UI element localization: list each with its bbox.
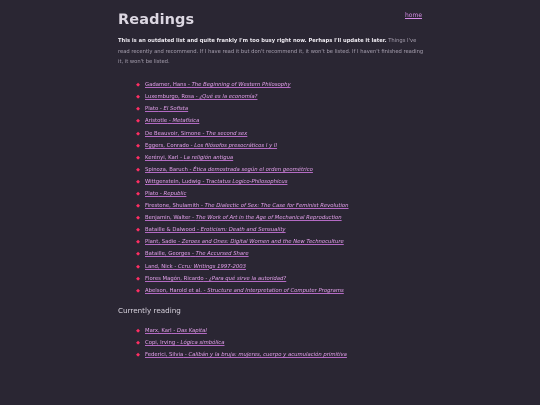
list-item <box>136 349 540 361</box>
book-title: Structure and Interpretation of Computer Programs <box>207 287 344 294</box>
bullet-icon: ◆ <box>136 118 140 125</box>
bullet-icon: ◆ <box>136 215 140 222</box>
list-item <box>136 337 540 349</box>
list-item <box>136 200 540 212</box>
book-link[interactable] <box>145 106 188 112</box>
book-title: The Work of Art in the Age of Mechanical Reproduction <box>195 215 342 222</box>
book-link[interactable] <box>145 328 207 334</box>
book-author: Plant, Sadie <box>145 239 177 246</box>
author-title-separator: - <box>190 251 196 258</box>
book-author: Bataille & Dalwood <box>145 227 196 234</box>
book-author: Plato <box>145 106 159 113</box>
book-title: Metafísica <box>172 118 200 125</box>
intro-bold-text: This is an outdated list and quite frankly I'm too busy right now. Perhaps I'll update it later. <box>118 38 387 44</box>
author-title-separator: - <box>175 339 181 346</box>
author-title-separator: - <box>176 239 182 246</box>
author-title-separator: - <box>194 94 200 101</box>
bullet-icon: ◆ <box>136 251 140 258</box>
bullet-icon: ◆ <box>136 275 140 282</box>
bullet-icon: ◆ <box>136 227 140 234</box>
author-title-separator: - <box>200 130 207 137</box>
bullet-icon: ◆ <box>136 130 140 137</box>
author-title-separator: - <box>188 142 195 149</box>
book-link[interactable] <box>145 143 277 149</box>
bullet-icon: ◆ <box>136 263 140 270</box>
author-title-separator: - <box>190 215 196 222</box>
list-item <box>136 115 540 127</box>
bullet-icon: ◆ <box>136 82 140 89</box>
book-title: Zeroes and Ones: Digital Women and the New Technoculture <box>181 239 344 246</box>
book-author: Copi, Irving <box>145 339 176 346</box>
book-title: The Dialectic of Sex: The Case for Feminist Revolution <box>204 203 349 210</box>
book-author: Kerényi, Karl <box>145 154 179 161</box>
book-title: The Beginning of Western Philosophy <box>191 82 291 89</box>
author-title-separator: - <box>186 82 192 89</box>
bullet-icon: ◆ <box>136 191 140 197</box>
list-item <box>136 103 540 115</box>
list-item <box>136 212 540 224</box>
bullet-icon: ◆ <box>136 339 140 346</box>
book-author: Firestone, Shulamith <box>145 203 200 210</box>
book-author: Spinoza, Baruch <box>145 166 188 173</box>
book-author: Benjamin, Walter <box>145 215 191 222</box>
book-author: Federici, Silvia <box>145 352 184 359</box>
bullet-icon: ◆ <box>136 352 140 359</box>
list-item <box>136 261 540 273</box>
list-item <box>136 248 540 260</box>
bullet-icon: ◆ <box>136 239 140 246</box>
book-link[interactable] <box>145 239 344 245</box>
author-title-separator: - <box>201 287 208 294</box>
book-title: The Accursed Share <box>195 251 249 258</box>
author-title-separator: - <box>178 154 184 161</box>
book-link[interactable] <box>145 340 224 346</box>
list-item <box>136 285 540 297</box>
bullet-icon: ◆ <box>136 154 140 161</box>
book-author: Eggers, Conrado <box>145 142 189 149</box>
author-title-separator: - <box>158 106 164 113</box>
bullet-icon: ◆ <box>136 203 140 210</box>
list-item <box>136 140 540 152</box>
book-link[interactable] <box>145 131 247 137</box>
book-title: Calibán y la bruja: mujeres, cuerpo y acumulación primitiva <box>188 352 347 359</box>
book-link[interactable] <box>145 118 199 124</box>
book-title: El Sofista <box>163 106 189 113</box>
book-author: Plato <box>145 191 159 197</box>
list-item <box>136 325 540 337</box>
intro-text: Things I've read recently and recommend. If I have read it but don't recommend it, it won't be listed. If I haven't finished reading it, it won't be listed. <box>118 38 424 66</box>
book-link[interactable] <box>145 179 287 185</box>
bullet-icon: ◆ <box>136 142 140 149</box>
book-link[interactable] <box>145 251 249 257</box>
bullet-icon: ◆ <box>136 287 140 294</box>
book-author: Land, Nick <box>145 263 173 270</box>
book-link[interactable] <box>145 94 257 100</box>
readings-list <box>118 79 540 297</box>
book-author: Flores Magón, Ricardo <box>145 275 204 282</box>
book-title: ¿Qué es la economía? <box>199 94 258 101</box>
book-author: Gadamer, Hans <box>145 82 187 89</box>
book-title: Eroticism: Death and Sensuality <box>200 227 286 234</box>
intro-paragraph <box>118 36 424 68</box>
list-item <box>136 176 540 188</box>
book-author: Marx, Karl <box>145 327 172 334</box>
book-link[interactable] <box>145 288 344 294</box>
book-link[interactable] <box>145 227 286 233</box>
currently-reading-list <box>118 325 540 361</box>
bullet-icon: ◆ <box>136 327 140 334</box>
book-title: La religión antigua <box>183 154 234 161</box>
author-title-separator: - <box>199 203 205 210</box>
book-author: Aristotle <box>145 118 168 125</box>
bullet-icon: ◆ <box>136 94 140 101</box>
currently-reading-heading: Currently reading <box>118 305 181 315</box>
book-title: ¿Para qué sirve la autoridad? <box>208 275 287 282</box>
author-title-separator: - <box>200 178 207 185</box>
book-title: Das Kapital <box>176 327 207 334</box>
list-item <box>136 164 540 176</box>
home-link[interactable]: home <box>405 12 423 19</box>
book-title: The second sex <box>206 130 248 137</box>
book-title: Los filósofos presocráticos I y II <box>194 142 278 149</box>
author-title-separator: - <box>187 166 194 173</box>
list-item <box>136 188 540 200</box>
book-author: Wittgenstein, Ludwig <box>145 178 201 185</box>
book-author: De Beauvoir, Simone <box>145 130 201 137</box>
book-link[interactable] <box>145 155 233 161</box>
bullet-icon: ◆ <box>136 178 140 185</box>
book-author: Luxemburgo, Rosa <box>145 94 195 101</box>
author-title-separator: - <box>158 191 164 197</box>
bullet-icon: ◆ <box>136 166 140 173</box>
list-item <box>136 224 540 236</box>
book-title: Lógica simbólica <box>180 339 225 346</box>
book-author: Abelson, Harold et al. <box>145 287 202 294</box>
book-author: Bataille, Georges <box>145 251 191 258</box>
author-title-separator: - <box>183 352 189 359</box>
bullet-icon: ◆ <box>136 106 140 113</box>
list-item <box>136 236 540 248</box>
list-item <box>136 273 540 285</box>
author-title-separator: - <box>195 227 201 234</box>
author-title-separator: - <box>171 327 177 334</box>
book-link[interactable] <box>145 191 186 197</box>
book-link[interactable] <box>145 215 342 221</box>
author-title-separator: - <box>203 275 209 282</box>
list-item <box>136 79 540 91</box>
book-link[interactable] <box>145 167 313 173</box>
book-link[interactable] <box>145 203 349 209</box>
page-title: Readings <box>118 12 195 28</box>
list-item <box>136 91 540 103</box>
author-title-separator: - <box>167 118 173 125</box>
author-title-separator: - <box>172 263 178 270</box>
book-link[interactable] <box>145 82 291 88</box>
book-title: Ccru: Writings 1997-2003 <box>177 263 246 270</box>
book-link[interactable] <box>145 276 286 282</box>
book-title: Tractatus Logico-Philosophicus <box>206 178 288 185</box>
book-link[interactable] <box>145 264 246 270</box>
list-item <box>136 127 540 139</box>
list-item <box>136 152 540 164</box>
book-link[interactable] <box>145 352 347 358</box>
book-title: Ética demostrada según el orden geométrico <box>193 166 313 173</box>
book-title: Republic <box>163 191 187 197</box>
